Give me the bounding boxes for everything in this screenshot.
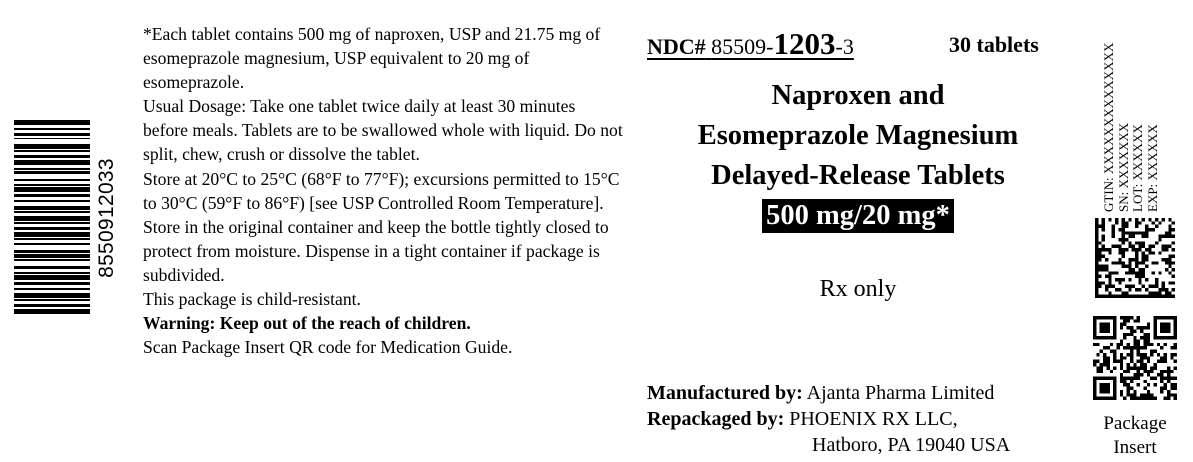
label-information xyxy=(143,22,623,359)
repackager-name: PHOENIX RX LLC, xyxy=(789,408,958,430)
expiry-text: EXP: XXXXXX xyxy=(1144,124,1160,212)
serial-number-text: SN: XXXXXXX xyxy=(1115,122,1131,212)
product-name xyxy=(640,76,1076,236)
product-name-line-2: Esomeprazole Magnesium xyxy=(697,120,1019,151)
ndc-code xyxy=(647,26,854,62)
scan-note-text: Scan Package Insert QR code for Medication Guide. xyxy=(143,337,513,358)
data-matrix-code xyxy=(1095,218,1175,298)
manufactured-by-label: Manufactured by: xyxy=(647,382,803,404)
serialization-info xyxy=(1102,2,1178,212)
product-name-line-3: Delayed-Release Tablets xyxy=(711,160,1005,191)
dosage-text: Usual Dosage: Take one tablet twice daily at least 30 minutes before meals. Tablets are to be swallowed whole with liquid. Do not split, chew, crush or dissolve the tablet. xyxy=(143,96,623,165)
ndc-label: NDC# xyxy=(647,34,706,59)
package-insert-line-2: Insert xyxy=(1113,437,1157,458)
composition-text: *Each tablet contains 500 mg of naproxen, USP and 21.75 mg of esomeprazole magnesium, USP equivalent to 20 mg of esomeprazole. xyxy=(143,24,601,93)
storage-text: Store at 20°C to 25°C (68°F to 77°F); excursions permitted to 15°C to 30°C (59°F to 86°F) [see USP Controlled Room Temperature]. Store in the original container and keep the bottle tightly closed to protect from moisture. Dispense in a tight container if package is subdivided. xyxy=(143,168,620,285)
lot-text: LOT: XXXXXX xyxy=(1130,124,1146,212)
package-insert-qr-code[interactable] xyxy=(1093,316,1177,400)
rx-only-text: Rx only xyxy=(819,276,897,302)
ndc-line xyxy=(647,26,1039,66)
barcode-bars xyxy=(14,120,90,316)
ndc-prefix: 85509- xyxy=(711,34,774,59)
repackaged-by-label: Repackaged by: xyxy=(647,408,785,430)
ndc-product-code: 1203 xyxy=(773,26,836,61)
product-name-line-1: Naproxen and xyxy=(771,80,945,111)
manufacturer-name: Ajanta Pharma Limited xyxy=(806,382,995,404)
tablet-count: 30 tablets xyxy=(949,32,1039,57)
barcode-digits: 8550912033 xyxy=(95,158,118,278)
product-barcode xyxy=(14,120,118,316)
strength-badge: 500 mg/20 mg* xyxy=(762,199,954,233)
ndc-suffix: -3 xyxy=(835,34,854,59)
package-insert-label xyxy=(1085,412,1185,460)
package-insert-line-1: Package xyxy=(1103,413,1167,434)
manufacturer-info xyxy=(647,380,1010,458)
warning-text: Warning: Keep out of the reach of children. xyxy=(143,313,471,334)
repackager-address: Hatboro, PA 19040 USA xyxy=(812,434,1011,456)
child-resistant-text: This package is child-resistant. xyxy=(143,289,361,310)
gtin-text: GTIN: XXXXXXXXXXXXXX xyxy=(1101,42,1116,212)
